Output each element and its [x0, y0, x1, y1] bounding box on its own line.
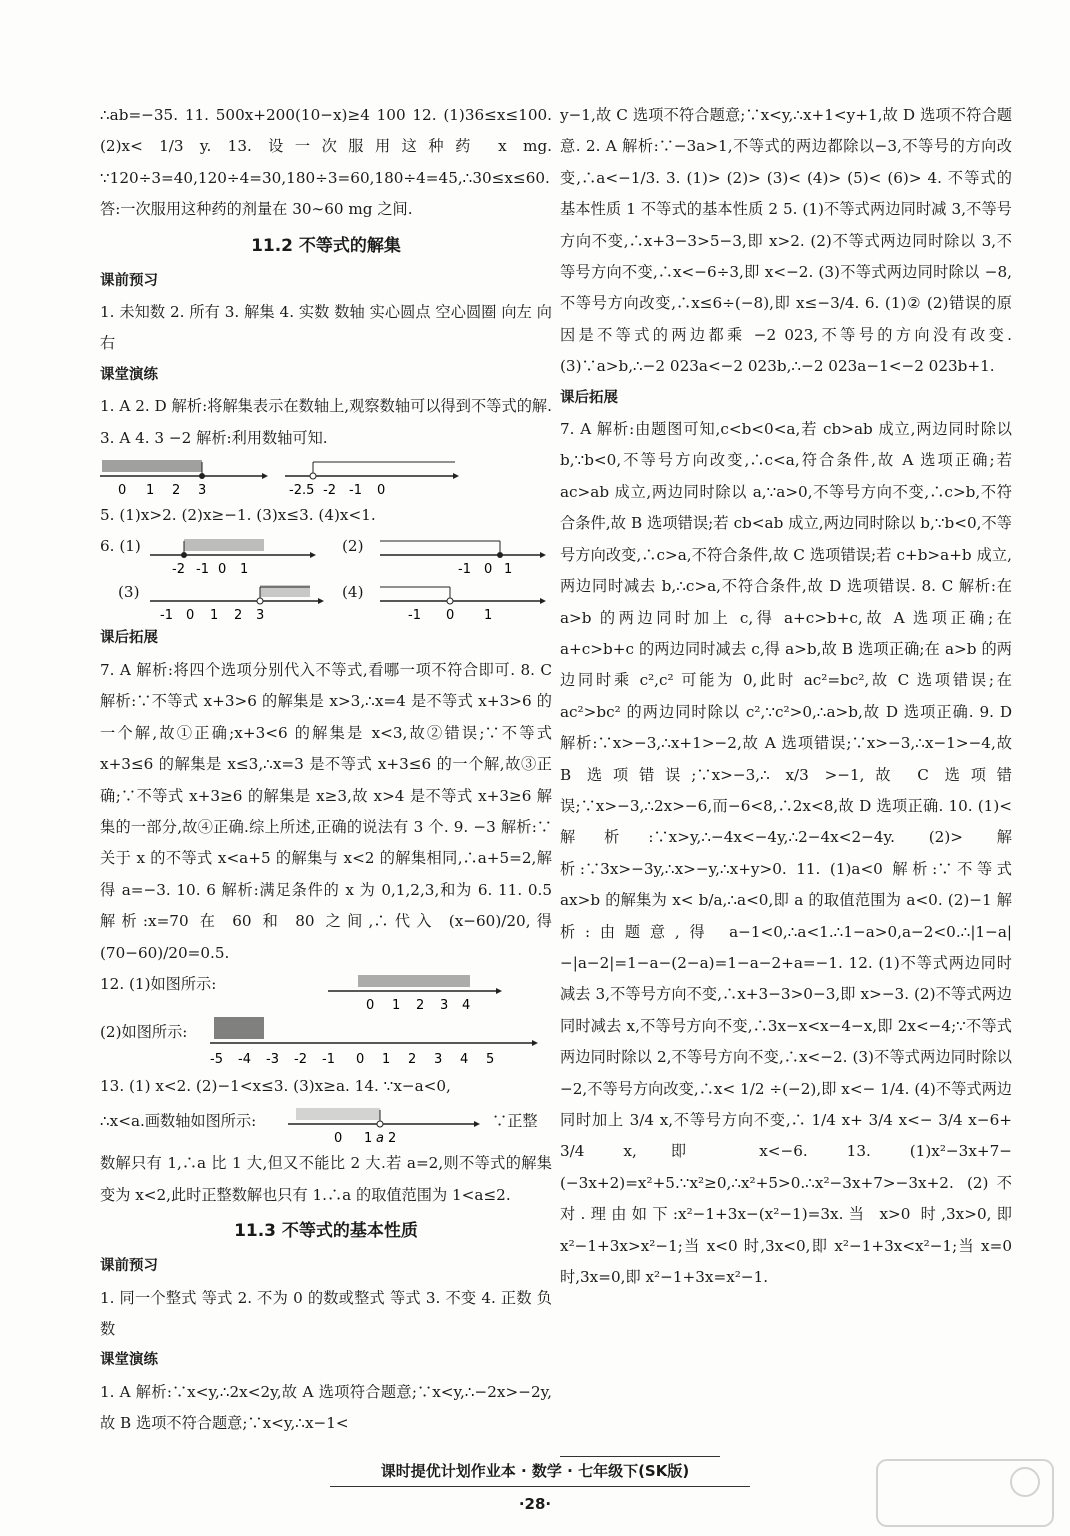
tick-label: 2	[234, 608, 243, 624]
subheading: 课前预习	[100, 1258, 158, 1275]
answer-text: 7. A 解析:由题图可知,c<b<0<a,若 cb>ab 成立,两边同时除以 b,∵b<0,不等号方向改变,∴c<a,符合条件,故 A 选项正确;若 ac>ab 成立,两边同时除以 a,∵a>0,不等号方向不变,∴c>b,不符合条件,故 B 选项错误;若 cb<ab 成立,两边同时除以 b,∵b<0,不等号方向改变,∴c>a,不符合条件,故 C 选项错误;若 c+b>a+b 成立,两边同时减去 b,∴c>a,不符合条件,故 D 选项错误. 8. C 解析:在 a>b 的两边同时加上 c,得 a+c>b+c,故 A 选项正确;在 a+c>b+c 的两边同时减去 c,得 a>b,故 B 选项正确;在 a>b 的两边同时乘 c²,c² 可能为 0,此时 ac²=bc²,故 C 选项错误;在 ac²>bc² 的两边同时除以 c²,∵c²>0,∴a>b,故 D 选项正确. 9. D 解析:∵x>−3,∴x+1>−2,故 A 选项错误;∵x>−3,∴x−1>−4,故 B 选项错误;∵x>−3,∴ x/3 >−1,故 C 选项错误;∵x>−3,∴2x>−6,而−6<8,∴2x<8,故 D 选项正确. 10. (1)< 解析:∵x>y,∴−4x<−4y,∴2−4x<2−4y. (2)> 解析:∵3x>−3y,∴x>−y,∴x+y>0. 11. (1)a<0 解析:∵不等式 ax>b 的解集为 x< b/a,∴a<0,即 a 的取值范围为 a<0. (2)−1 解析:由题意,得 a−1<0,∴a<1.∴1−a>0,a−2<0.∴|1−a|−|a−2|=1−a−(2−a)=1−a−2+a=−1. 12. (1)不等式两边同时减去 3,不等号方向不变,∴x+3−3>0−3,即 x>−3. (2)不等式两边同时减去 x,不等号方向不变,∴3x−x<x−4−x,即 2x<−4;∵不等式两边同时除以 2,不等号方向不变,∴x<−2. (3)不等式两边同时除以 −2,不等号方向改变,∴x< 1/2 ÷(−2),即 x<− 1/4. (4)不等式两边同时加上 3/4 x,不等号方向不变,∴ 1/4 x+ 3/4 x<− 3/4 x−6+ 3/4 x,即 x<−6. 13. (1)x²−3x+7−(−3x+2)=x²+5.∵x²≥0,∴x²+5>0.∴x²−3x+7>−3x+2. (2)不对.理由如下:x²−1+3x−(x²−1)=3x.当 x>0 时,3x>0,即 x²−1+3x>x²−1;当 x<0 时,3x<0,即 x²−1+3x<x²−1;当 x=0 时,3x=0,即 x²−1+3x=x²−1.	[560, 420, 1012, 1287]
answer-text: ∵正整	[492, 1112, 538, 1131]
answer-text: 1. A 2. D 解析:将解集表示在数轴上,观察数轴可以得到不等式的解. 3. A 4. 3 −2 解析:利用数轴可知.	[100, 397, 552, 447]
tick-label: -2.5	[289, 483, 315, 499]
tick-label: 0	[118, 483, 127, 499]
tick-label: -1	[196, 562, 209, 578]
tick-label: 1	[382, 1051, 391, 1067]
tick-label: -5	[210, 1051, 223, 1067]
tick-label: 0	[356, 1051, 365, 1067]
tick-label: -4	[238, 1051, 251, 1067]
tick-label: 5	[486, 1051, 495, 1067]
watermark-logo-icon	[875, 1458, 1055, 1528]
tick-label: 4	[460, 1051, 469, 1067]
number-line	[100, 454, 270, 500]
tick-label: 0	[377, 483, 386, 499]
number-line	[380, 579, 550, 625]
tick-label: 0	[366, 997, 375, 1013]
answer-text: 7. A 解析:将四个选项分别代入不等式,看哪一项不符合即可. 8. C 解析:∵不等式 x+3>6 的解集是 x>3,∴x=4 是不等式 x+3>6 的一个解,故①正确;x+3<6 的解集是 x<3,故②错误;∵不等式 x+3≤6 的解集是 x≤3,∴x=3 是不等式 x+3≤6 的一个解,故③正确;∵不等式 x+3≥6 的解集是 x≥3,故 x>4 是不等式 x+3≥6 解集的一部分,故④正确.综上所述,正确的说法有 3 个. 9. −3 解析:∵关于 x 的不等式 x<a+5 的解集与 x<2 的解集相同,∴a+5=2,解得 a=−3. 10. 6 解析:满足条件的 x 为 0,1,2,3,和为 6. 11. 0.5 解析:x=70 在 60 和 80 之间,∴代入 (x−60)/20,得 (70−60)/20=0.5.	[100, 660, 552, 962]
answer-text: ∴x<a.画数轴如图所示:	[100, 1112, 257, 1131]
section-title: 11.2 不等式的解集	[251, 235, 401, 256]
section-title: 11.3 不等式的基本性质	[234, 1221, 418, 1242]
subheading: 课堂演练	[100, 366, 158, 383]
number-line	[328, 969, 508, 1015]
tick-label: 2	[416, 997, 425, 1013]
tick-label: 3	[434, 1051, 443, 1067]
answer-text: 1. A 解析:∵x<y,∴2x<2y,故 A 选项符合题意;∵x<y,∴−2x>−2y,故 B 选项不符合题意;∵x<y,∴x−1<	[100, 1382, 552, 1433]
question-label: (2)	[342, 537, 364, 556]
number-line-row	[100, 454, 552, 500]
subheading: 课后拓展	[100, 630, 158, 647]
tick-label: 1	[484, 608, 493, 624]
tick-label: -3	[266, 1051, 279, 1067]
tick-label: -2	[172, 562, 185, 578]
tick-label: 0	[446, 608, 455, 624]
tick-label: 2	[408, 1051, 417, 1067]
tick-label: 1	[504, 562, 513, 578]
tick-label: 3	[440, 997, 449, 1013]
footer-rule	[330, 1486, 750, 1487]
tick-label: 3	[198, 483, 207, 499]
tick-label: a	[376, 1131, 384, 1147]
answer-text: 1. 同一个整式 等式 2. 不为 0 的数或整式 等式 3. 不变 4. 正数 负数	[100, 1288, 552, 1338]
tick-label: 0	[186, 608, 195, 624]
tick-label: -1	[322, 1051, 335, 1067]
subheading: 课前预习	[100, 272, 158, 289]
question-label: 12. (1)如图所示:	[100, 974, 217, 993]
tick-label: 1	[240, 562, 249, 578]
tick-label: 0	[334, 1131, 343, 1147]
answer-text: y−1,故 C 选项不符合题意;∵x<y,∴x+1<y+1,故 D 选项不符合题意. 2. A 解析:∵−3a>1,不等式的两边都除以−3,不等号的方向改变,∴a<−1/3. 3. (1)> (2)> (3)< (4)> (5)< (6)> 4. 不等式的基本性质 1 不等式的基本性质 2 5. (1)不等式两边同时减 3,不等号方向不变,∴x+3−3>5−3,即 x>2. (2)不等式两边同时除以 3,不等号方向不变,∴x<−6÷3,即 x<−2. (3)不等式两边同时除以 −8,不等号方向改变,∴x≤6÷(−8),即 x≤−3/4. 6. (1)② (2)错误的原因是不等式的两边都乘 −2 023,不等号的方向没有改变. (3)∵a>b,∴−2 023a<−2 023b,∴−2 023a−1<−2 023b+1.	[560, 106, 1012, 376]
number-line-row	[100, 969, 552, 1015]
question-label: (3)	[118, 583, 140, 602]
question-label: (4)	[342, 583, 364, 602]
tick-label: -1	[160, 608, 173, 624]
tick-label: -1	[458, 562, 471, 578]
tick-label: 1	[210, 608, 219, 624]
answer-text: 数解只有 1,∴a 比 1 大,但又不能比 2 大.若 a=2,则不等式的解集变为 x<2,此时正整数解也只有 1.∴a 的取值范围为 1<a≤2.	[100, 1154, 552, 1204]
number-line	[380, 533, 550, 579]
footer-title: 课时提优计划作业本 · 数学 · 七年级下(SK版)	[380, 1462, 690, 1480]
number-line-row	[100, 577, 552, 623]
tick-label: 1	[392, 997, 401, 1013]
number-line-row	[100, 1102, 552, 1148]
question-label: 6. (1)	[100, 537, 141, 556]
question-label: (2)如图所示:	[100, 1022, 188, 1041]
number-line	[288, 1102, 488, 1148]
page-number: ·28·	[518, 1495, 552, 1513]
answer-text: 13. (1) x<2. (2)−1<x≤3. (3)x≥a. 14. ∵x−a<0,	[100, 1076, 451, 1095]
answer-text: 5. (1)x>2. (2)x≥−1. (3)x≤3. (4)x<1.	[100, 506, 376, 525]
number-line-row	[100, 531, 552, 577]
tick-label: 0	[218, 562, 227, 578]
tick-label: 0	[484, 562, 493, 578]
answer-text: 1. 未知数 2. 所有 3. 解集 4. 实数 数轴 实心圆点 空心圆圈 向左 向右	[100, 303, 552, 353]
answer-text: ∴ab=−35. 11. 500x+200(10−x)≥4 100 12. (1)36≤x≤100. (2)x< 1/3 y. 13. 设一次服用这种药 x mg. ∵120÷3=40,120÷4=30,180÷3=60,180÷4=45,∴30≤x≤60.答:一次服用这种药的剂量在 30∼60 mg 之间.	[100, 106, 552, 219]
tick-label: 4	[462, 997, 471, 1013]
tick-label: -2	[294, 1051, 307, 1067]
number-line	[285, 454, 465, 500]
tick-label: 3	[256, 608, 265, 624]
left-column	[100, 100, 552, 1440]
tick-label: -2	[323, 483, 336, 499]
tick-label: 2	[388, 1131, 397, 1147]
tick-label: 1	[364, 1131, 373, 1147]
number-line	[150, 579, 330, 625]
number-line-row	[100, 1015, 552, 1071]
number-line	[150, 533, 330, 579]
right-column	[560, 100, 1012, 1293]
footer-rule	[560, 1456, 720, 1457]
tick-label: -1	[408, 608, 421, 624]
subheading: 课后拓展	[560, 389, 618, 406]
tick-label: -1	[349, 483, 362, 499]
number-line	[210, 1015, 550, 1071]
tick-label: 2	[172, 483, 181, 499]
subheading: 课堂演练	[100, 1352, 158, 1369]
tick-label: 1	[146, 483, 155, 499]
